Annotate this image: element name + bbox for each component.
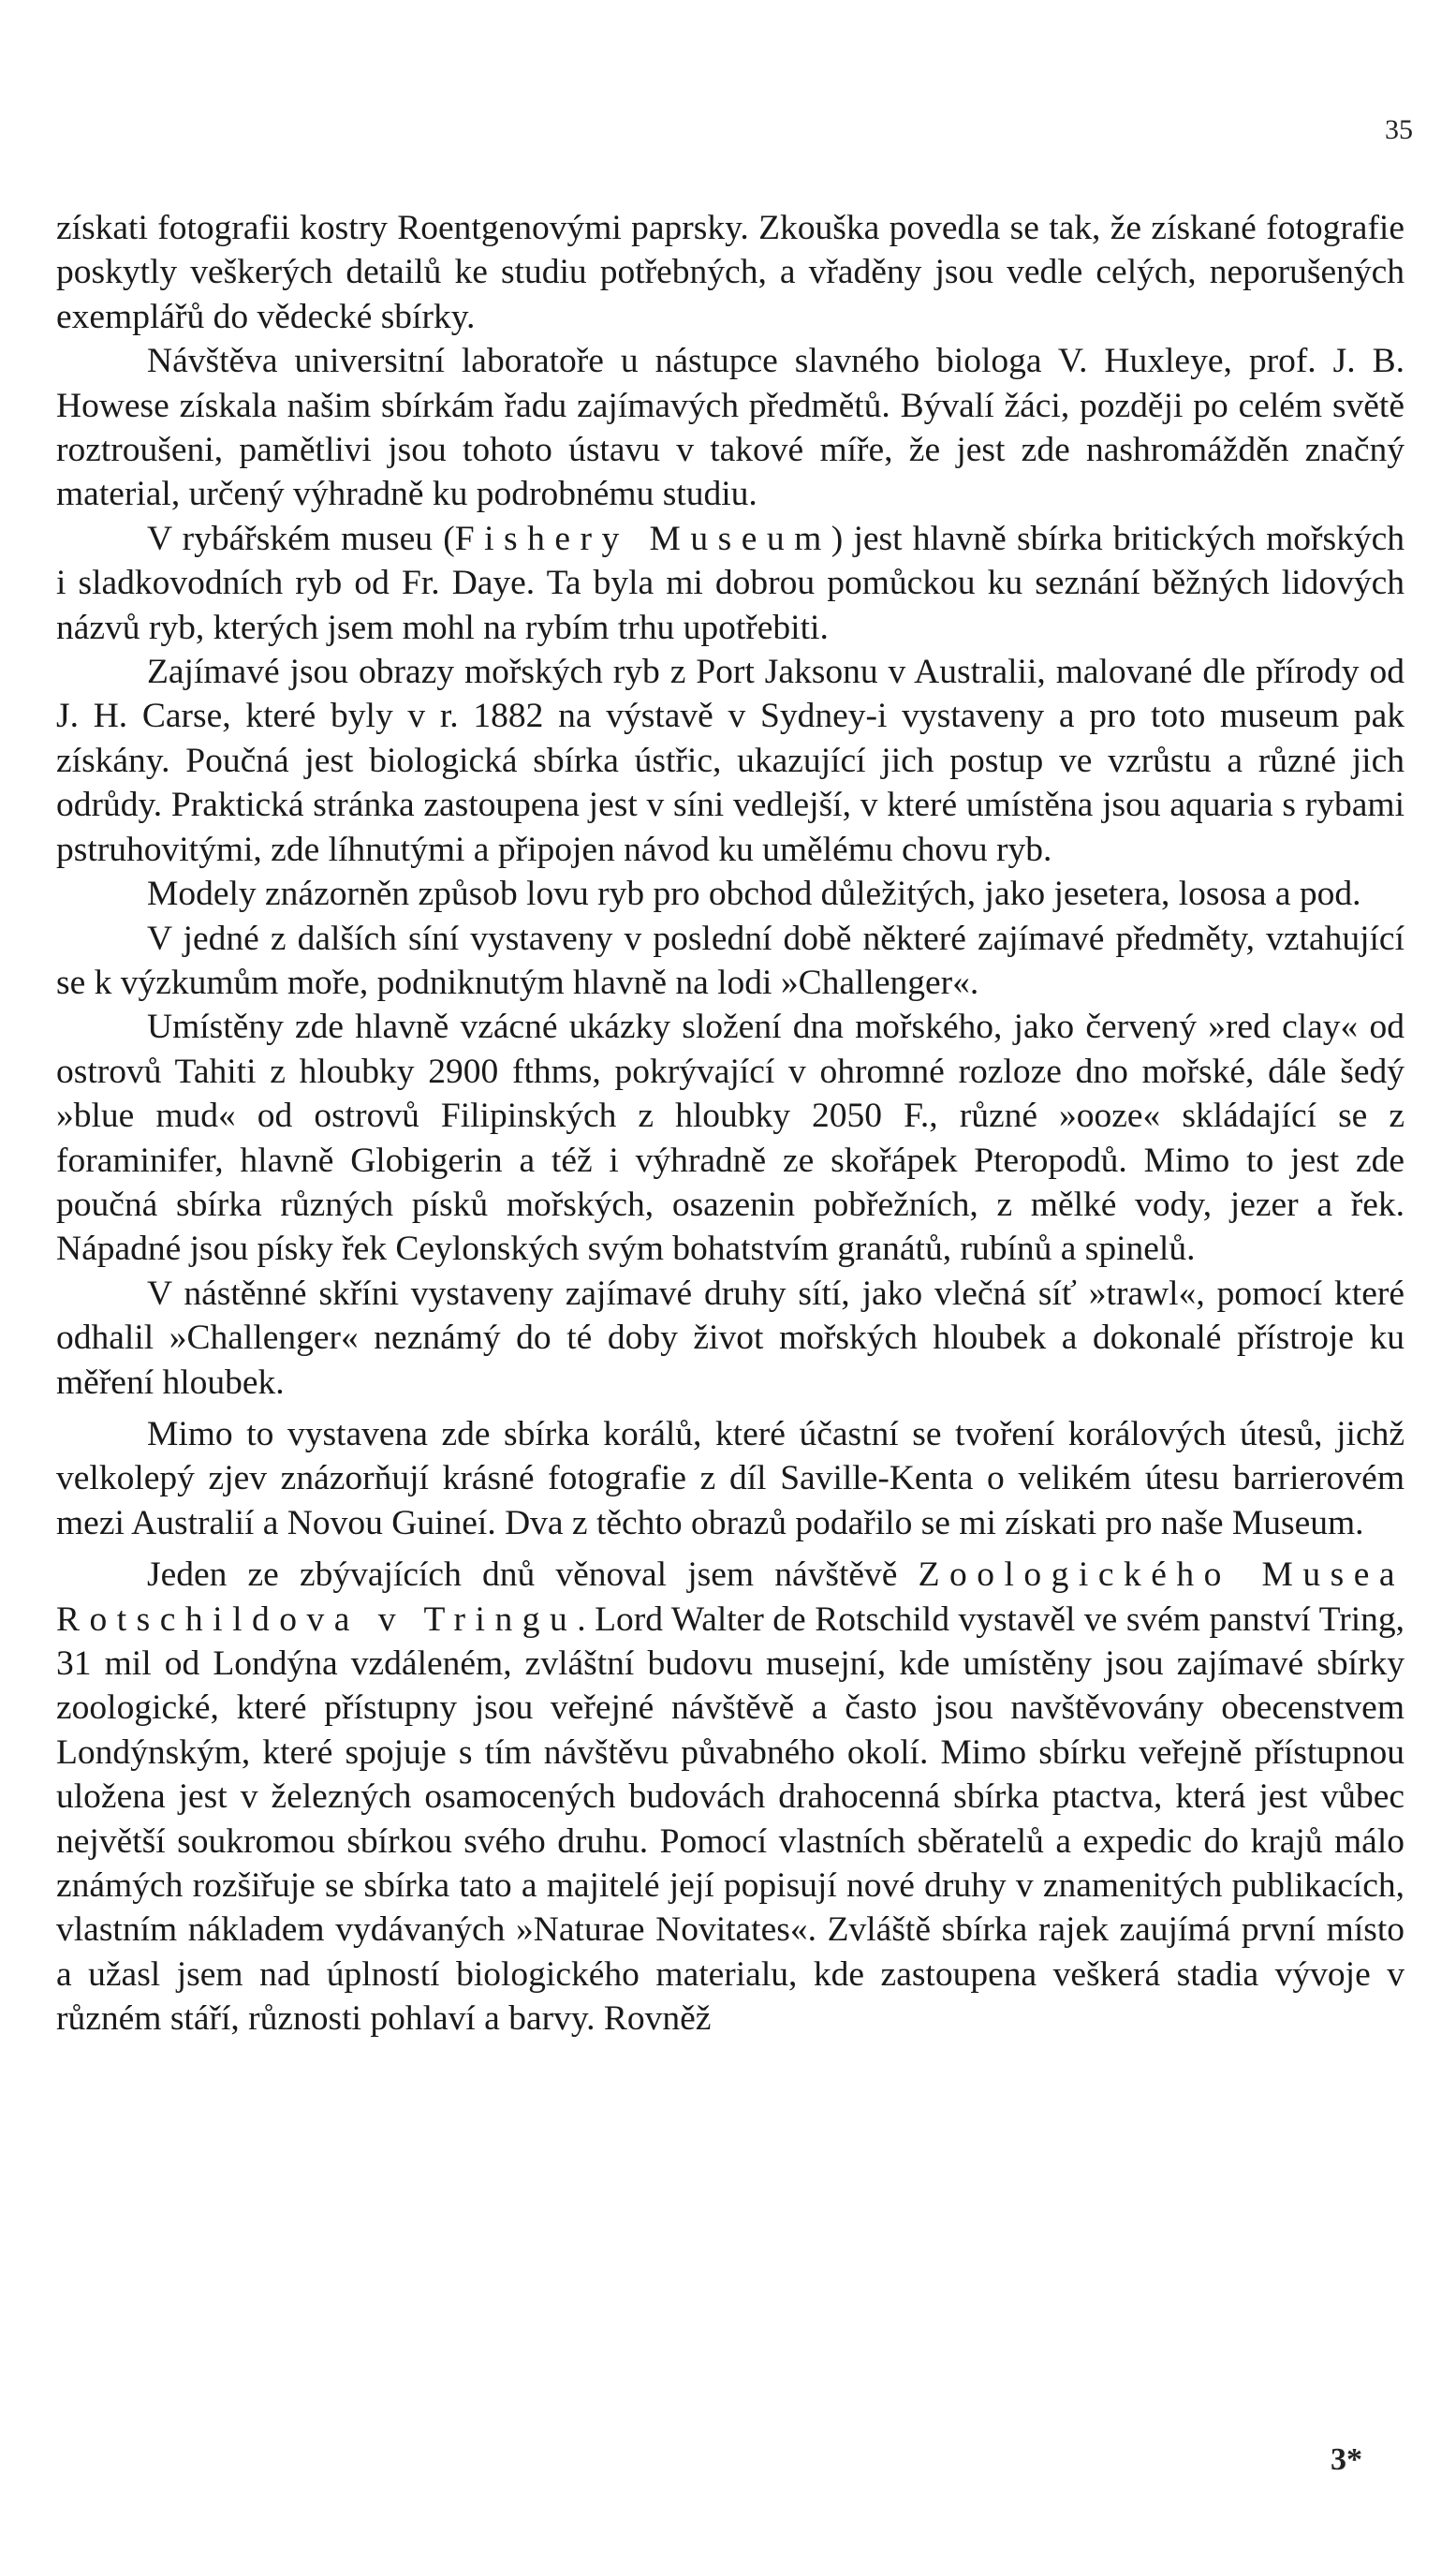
paragraph-10-after: . Lord Walter de Rotschild vystavěl ve svém panství Tring, 31 mil od Londýna vzdáleném, zvláštní budovu musejní, kde umístěny jsou zajímavé sbírky zoologické, které přístupny jsou veřejné návštěvě a často jsou navštěvovány obecenstvem Londýnským, které spojuje s tím návštěvu půvabného okolí. Mimo sbírku veřejně přístupnou uložena jest v železných osamocených budovách drahocenná sbírka ptactva, která jest vůbec největší soukromou sbírkou svého druhu. Pomocí vlastních sběratelů a expedic do krajů málo známých rozšiřuje se sbírka tato a majitelé její popisují nové druhy v znamenitých publikacích, vlastním nákladem vydávaných »Naturae Novitates«. Zvláště sbírka rajek zaujímá první místo a užasl jsem nad úplností biologického materialu, kde zastoupena veškerá stadia vývoje v různém stáří, různosti pohlaví a barvy. Rovněž <box>56 1599 1405 2039</box>
paragraph-3-before: V rybářském museu ( <box>147 519 455 558</box>
paragraph-3-after: ) jest hlavně sbírka britických mořských i sladkovodních ryb od Fr. Daye. Ta byla mi dobrou pomůckou ku seznání běžných lidových názvů ryb, kterých jsem mohl na rybím trhu upotřebiti. <box>56 519 1405 647</box>
paragraph-5: Modely znázorněn způsob lovu ryb pro obchod důležitých, jako jesetera, lososa a pod. <box>147 875 1361 914</box>
paragraph-1: získati fotografii kostry Roentgenovými paprsky. Zkouška povedla se tak, že získané fotografie poskytly veškerých detailů ke studiu potřebných, a vřaděny jsou vedle celých, neporušených exemplářů do vědecké sbírky. <box>56 209 1405 336</box>
paragraph-9: Mimo to vystavena zde sbírka korálů, které účastní se tvoření korálových útesů, jichž velkolepý zjev znázorňují krásné fotografie z díl Saville-Kenta o velikém útesu barrierovém mezi Australií a Novou Guineí. Dva z těchto obrazů podařilo se mi získati pro naše Museum. <box>56 1414 1405 1542</box>
paragraph-7: Umístěny zde hlavně vzácné ukázky složení dna mořského, jako červený »red clay« od ostrovů Tahiti z hloubky 2900 fthms, pokrývající v ohromné rozloze dno mořské, dále šedý »blue mud« od ostrovů Filipinských z hloubky 2050 F., různé »ooze« skládající se z foraminifer, hlavně Globigerin a též i výhradně ze skořápek Pteropodů. Mimo to jest zde poučná sbírka různých písků mořských, osazenin pobřežních, z mělké vody, jezer a řek. Nápadné jsou písky řek Ceylonských svým bohatstvím granátů, rubínů a spinelů. <box>56 1008 1405 1269</box>
paragraph-10-before: Jeden ze zbývajících dnů věnoval jsem návštěvě <box>147 1555 919 1595</box>
page-number: 35 <box>1385 114 1413 145</box>
paragraph-8: V nástěnné skříni vystaveny zajímavé druhy sítí, jako vlečná síť »trawl«, pomocí které odhalil »Challenger« neznámý do té doby život mořských hloubek a dokonalé přístroje ku měření hloubek. <box>56 1274 1405 1402</box>
signature-mark: 3* <box>1331 2442 1362 2477</box>
paragraph-6: V jedné z dalších síní vystaveny v poslední době některé zajímavé předměty, vztahující se k výzkumům moře, podniknutým hlavně na lodi »Challenger«. <box>56 919 1405 1002</box>
paragraph-10-spaced: Zoologického Musea Rotschildova v Tringu <box>56 1555 1405 1639</box>
paragraph-3-spaced: Fishery Museum <box>454 519 831 558</box>
page-body <box>56 206 1405 2042</box>
paragraph-4: Zajímavé jsou obrazy mořských ryb z Port Jaksonu v Australii, malované dle přírody od J. H. Carse, které byly v r. 1882 na výstavě v Sydney-i vystaveny a pro toto museum pak získány. Poučná jest biologická sbírka ústřic, ukazující jich postup ve vzrůstu a různé jich odrůdy. Praktická stránka zastoupena jest v síni vedlejší, v které umístěna jsou aquaria s rybami pstruhovitými, zde líhnutými a připojen návod ku umělému chovu ryb. <box>56 653 1405 869</box>
paragraph-3 <box>56 517 1405 650</box>
paragraph-10 <box>56 1553 1405 2041</box>
paragraph-2: Návštěva universitní laboratoře u nástupce slavného biologa V. Huxleye, prof. J. B. Howese získala našim sbírkám řadu zajímavých předmětů. Bývalí žáci, později po celém světě roztroušeni, pamětlivi jsou tohoto ústavu v takové míře, že jest zde nashromážděn značný material, určený výhradně ku podrobnému studiu. <box>56 342 1405 514</box>
